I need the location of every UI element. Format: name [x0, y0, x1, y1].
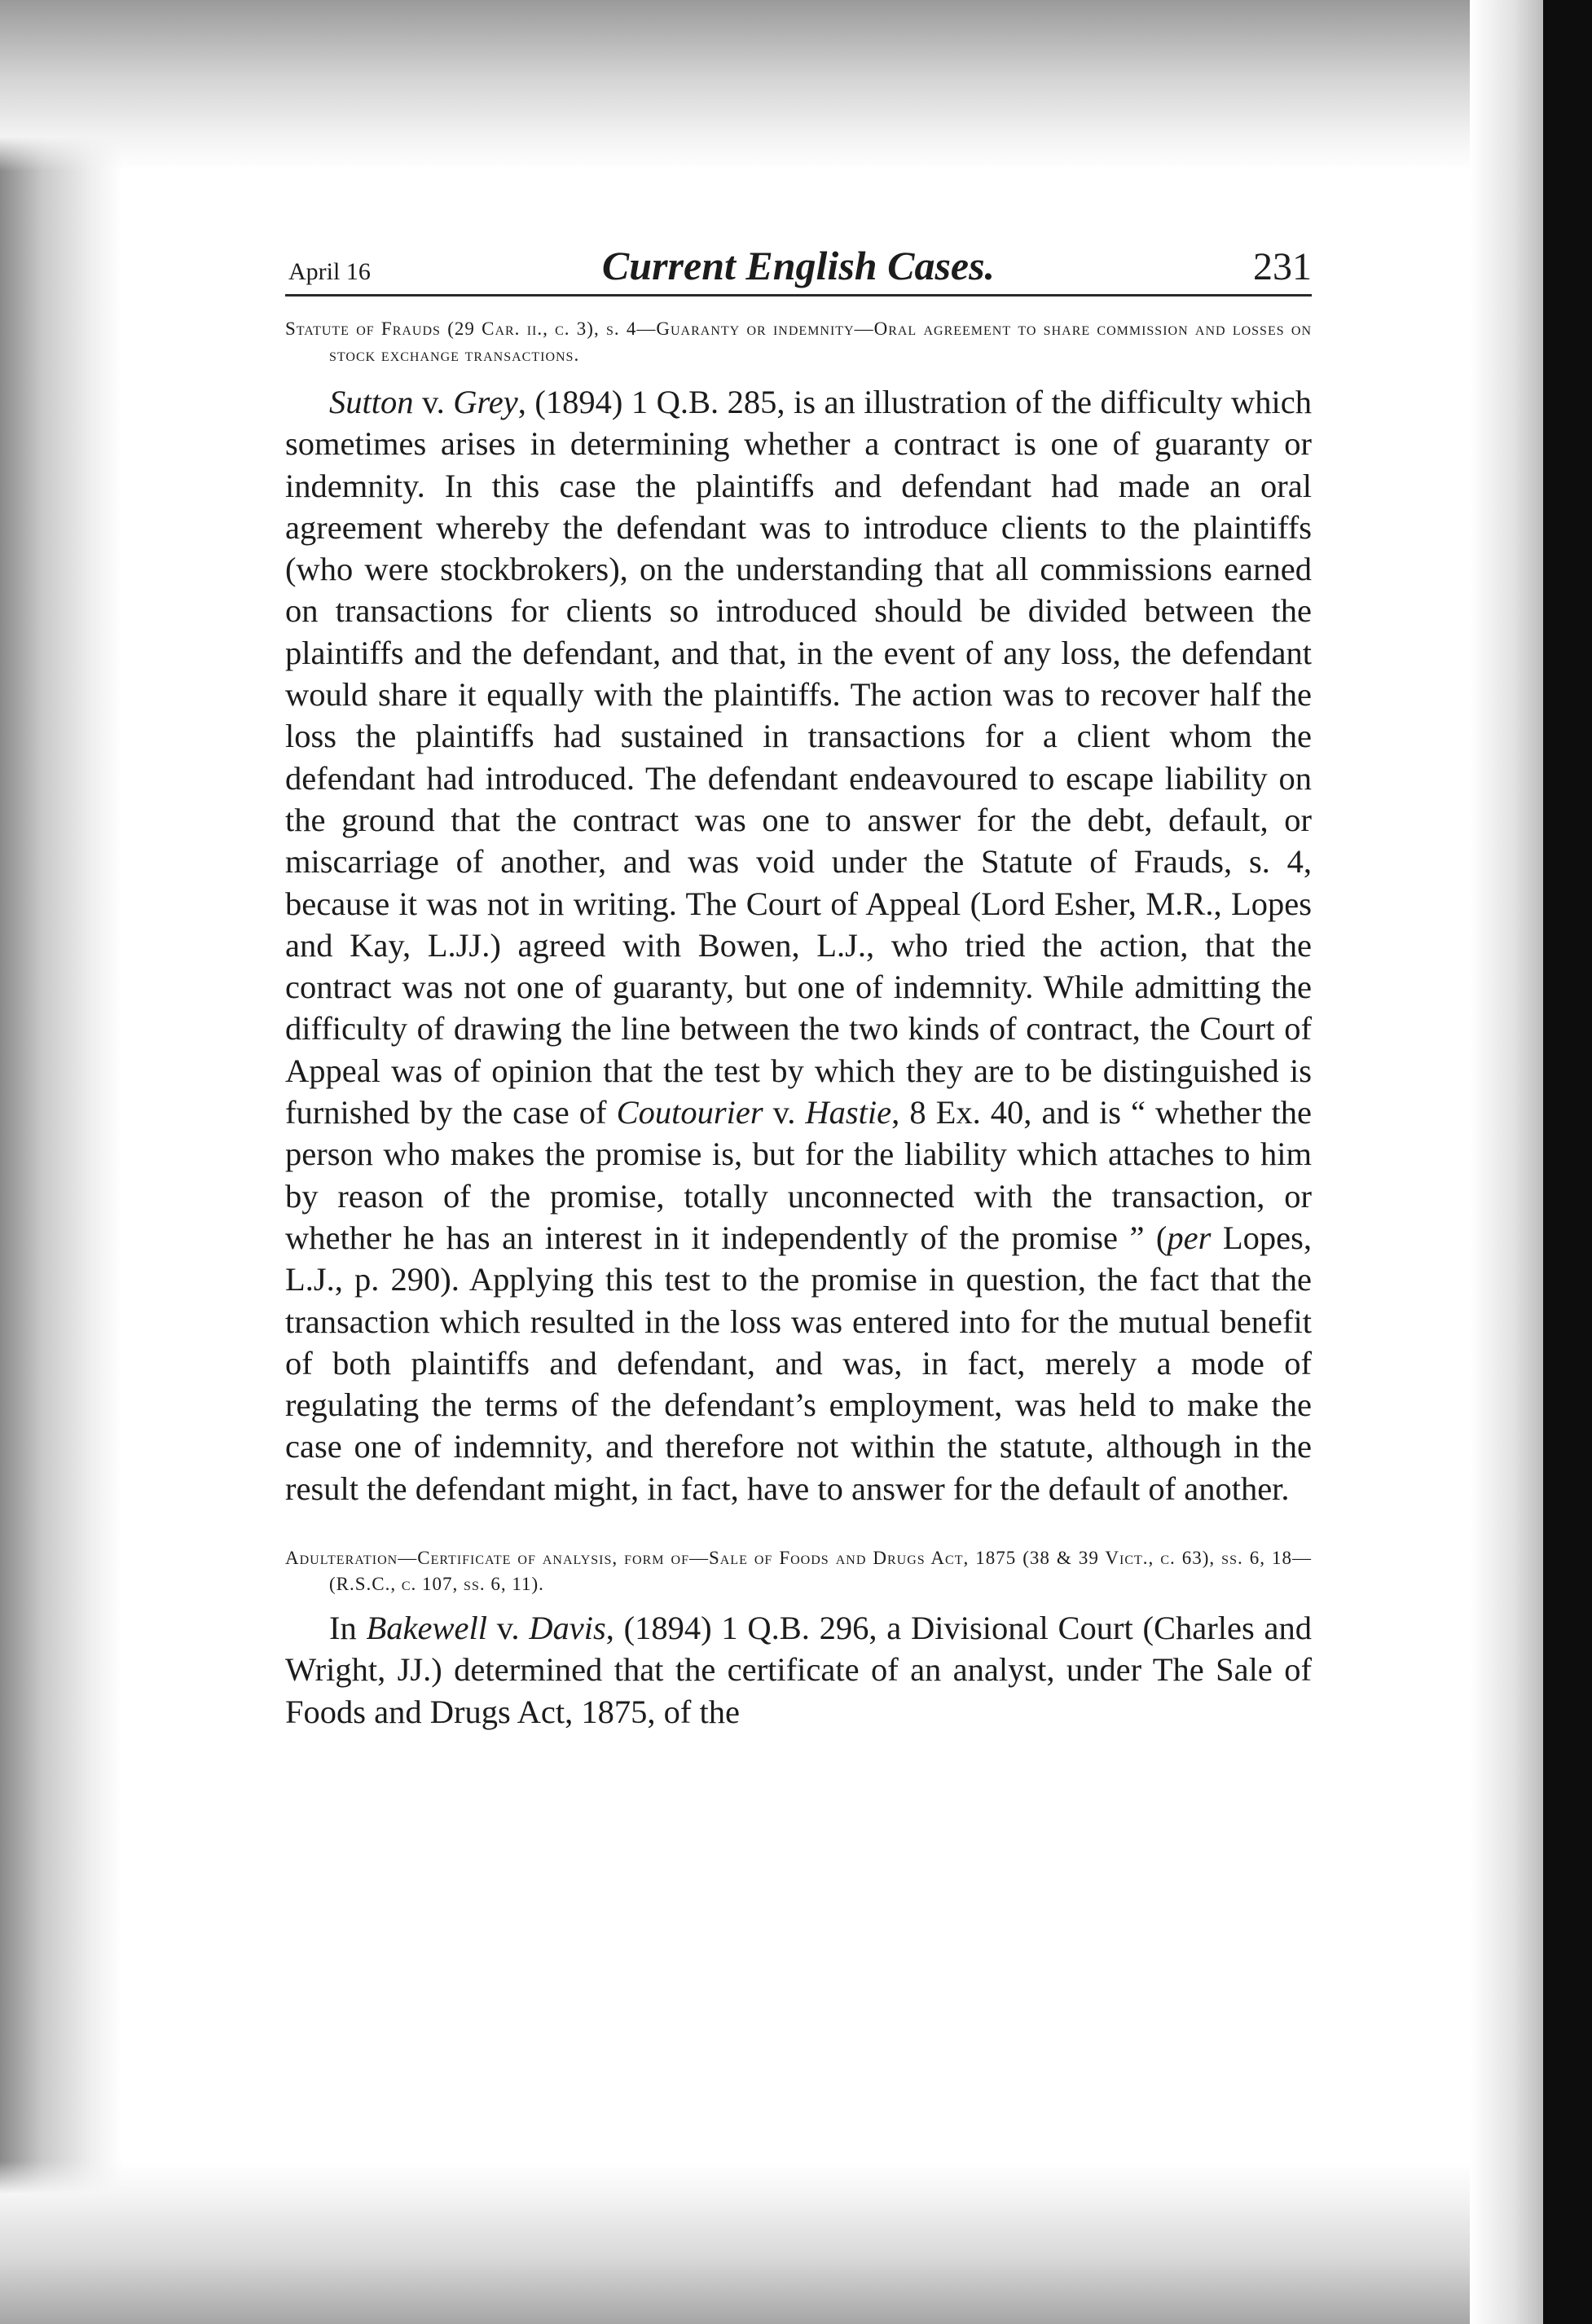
case-name: Davis: [529, 1610, 606, 1647]
per-italic: per: [1167, 1219, 1212, 1256]
paragraph-sutton-v-grey: [285, 381, 1312, 1509]
case-v: v.: [413, 384, 454, 420]
case-name: Grey: [453, 384, 518, 420]
paragraph-text: , 8 Ex. 40, and is “ whether the person who makes the promise is, but for the liability which attaches to him by reason of the promise, totally unconnected with the transaction, or whether he has an interest in it independently of the promise ” (: [285, 1094, 1312, 1256]
header-date: April 16: [288, 258, 371, 285]
scan-shadow-bottom: [0, 2161, 1543, 2324]
scan-shadow-right: [1470, 0, 1543, 2324]
scan-edge-bar: [1543, 0, 1592, 2324]
header-title: Current English Cases.: [601, 243, 996, 288]
page-number: 231: [1253, 245, 1312, 288]
running-head: [285, 232, 1312, 297]
paragraph-text: , (1894) 1 Q.B. 296, a Divisional Court (Charles and Wright, JJ.) determined that the certificate of an analyst, under The Sale of Foods and Drugs Act, 1875, of the: [285, 1610, 1312, 1730]
paragraph-text: Lopes, L.J., p. 290). Applying this test to the promise in question, the fact that the transaction which resulted in the loss was entered into for the mutual benefit of both plaintiffs and defendant, and was, in fact, merely a mode of regulating the terms of the defendant’s employment, was held to make the case one of indemnity, and therefore not within the statute, although in the result the defendant might, in fact, have to answer for the default of another.: [285, 1219, 1312, 1507]
paragraph-text: In: [329, 1610, 367, 1647]
scan-shadow-left: [0, 0, 122, 2324]
paragraph-text: , (1894) 1 Q.B. 285, is an illustration of the difficulty which sometimes arises in determining whether a contract is one of guaranty or indemnity. In this case the plaintiffs and defendant had made an oral agreement whereby the defendant was to introduce clients to the plaintiffs (who were stockbrokers), on the understanding that all commissions earned on transactions for clients so introduced should be divided between the plaintiffs and the defendant, and that, in the event of any loss, the defendant would share it equally with the plaintiffs. The action was to recover half the loss the plaintiffs had sustained in transactions for a client whom the defendant had introduced. The defendant endeavoured to escape liability on the ground that the contract was one to answer for the debt, default, or miscarriage of another, and was void under the Statute of Frauds, s. 4, because it was not in writing. The Court of Appeal (Lord Esher, M.R., Lopes and Kay, L.JJ.) agreed with Bowen, L.J., who tried the action, that the contract was not one of guaranty, but one of indemnity. While admitting the difficulty of drawing the line between the two kinds of contract, the Court of Appeal was of opinion that the test by which they are to be distinguished is furnished by the case of: [285, 384, 1312, 1131]
case-v: v.: [763, 1094, 806, 1131]
cited-case-name: Hastie: [805, 1094, 892, 1131]
cited-case-name: Coutourier: [616, 1094, 763, 1131]
headnote-adulteration: Adulteration—Certificate of analysis, form of—Sale of Foods and Drugs Act, 1875 (38 & 39 Vict., c. 63), ss. 6, 18—(R.S.C., c. 107, ss. 6, 11).: [285, 1548, 1312, 1595]
case-v: v.: [486, 1610, 530, 1647]
document-page: [285, 232, 1312, 1733]
scan-shadow-top: [0, 0, 1543, 171]
case-name: Bakewell: [366, 1610, 487, 1647]
case-name: Sutton: [329, 384, 414, 420]
paragraph-bakewell-v-davis: [285, 1607, 1312, 1733]
headnote-statute-of-frauds: Statute of Frauds (29 Car. ii., c. 3), s. 4—Guaranty or indemnity—Oral agreement to share commission and losses on stock exchange transactions.: [285, 319, 1312, 365]
